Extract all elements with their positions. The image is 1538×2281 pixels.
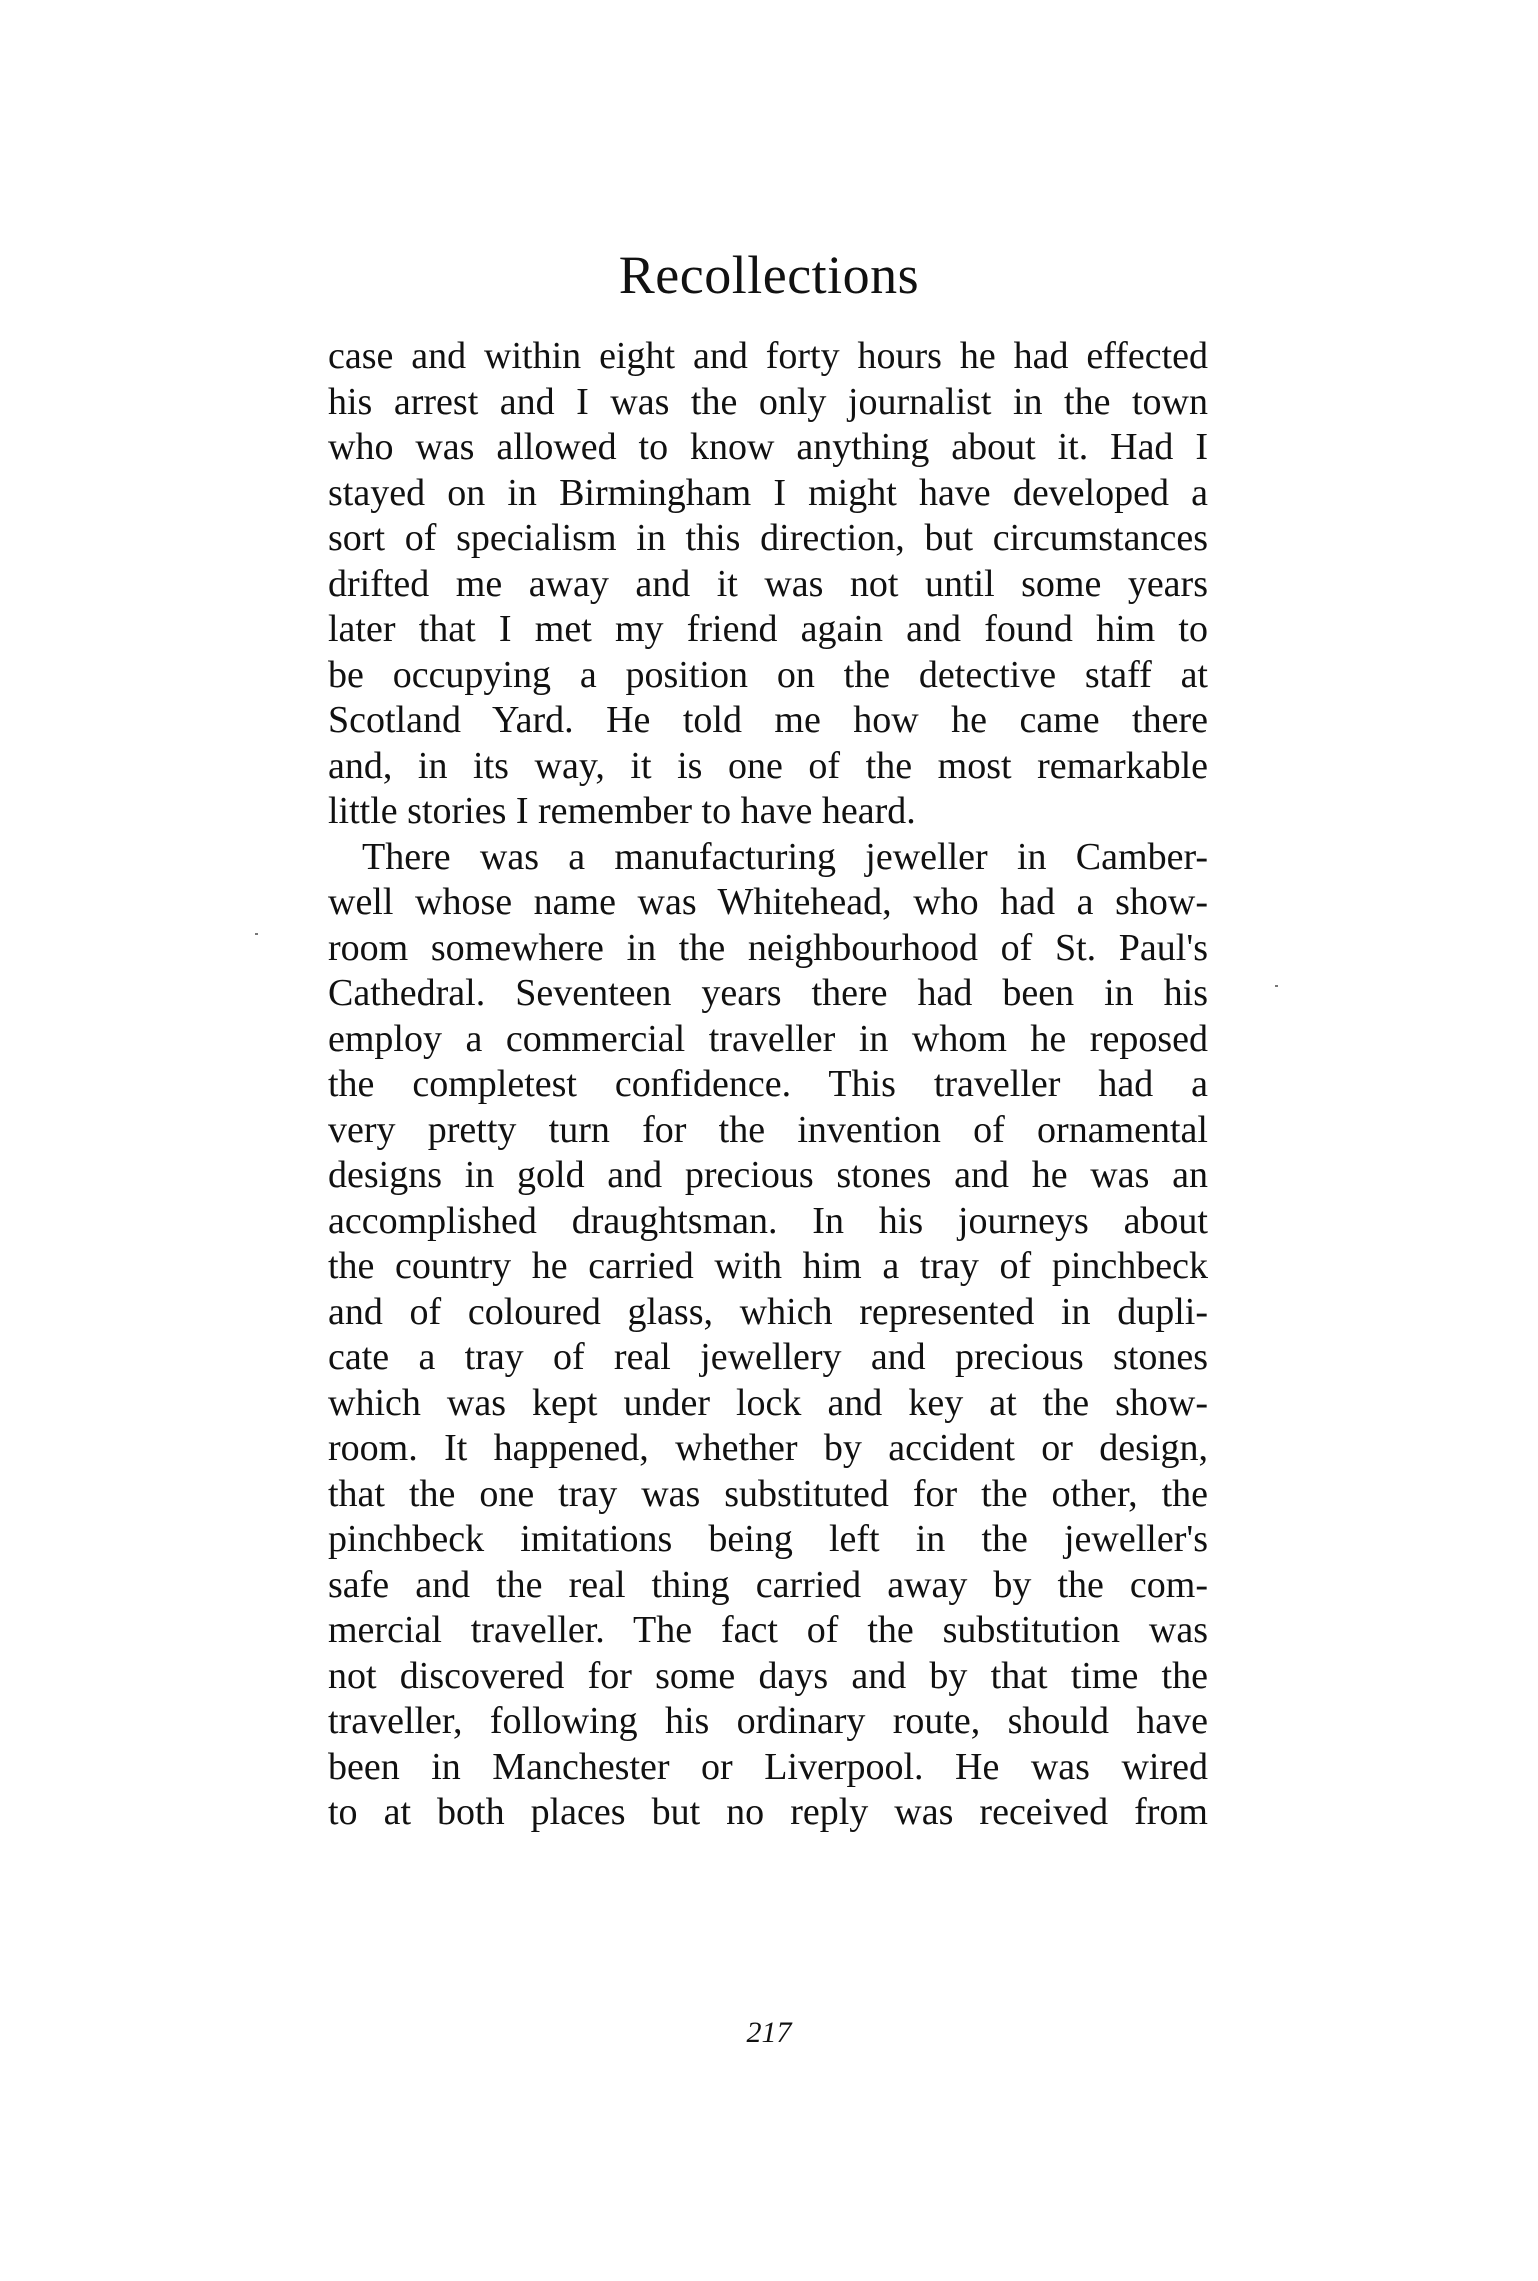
text-line: the country he carried with him a tray of pinchbeck	[328, 1245, 1208, 1287]
text-line: safe and the real thing carried away by the com-	[328, 1563, 1208, 1606]
margin-speck	[255, 933, 258, 935]
text-line: that the one tray was substituted for the other, the	[328, 1472, 1208, 1515]
text-line: case and within eight and forty hours he had effected	[328, 335, 1208, 377]
text-line: employ a commercial traveller in whom he reposed	[328, 1017, 1208, 1060]
body-text	[328, 334, 1208, 1836]
text-line: There was a manufacturing jeweller in Camber-	[362, 835, 1208, 878]
text-line: room somewhere in the neighbourhood of St. Paul's	[328, 926, 1208, 969]
text-line: drifted me away and it was not until some years	[328, 562, 1208, 605]
text-line: sort of specialism in this direction, but circumstances	[328, 517, 1208, 559]
running-head: Recollections	[618, 245, 920, 305]
text-line: and of coloured glass, which represented in dupli-	[328, 1290, 1208, 1333]
text-line: been in Manchester or Liverpool. He was wired	[328, 1745, 1208, 1788]
text-line: and, in its way, it is one of the most remarkable	[328, 744, 1208, 787]
text-line: room. It happened, whether by accident or design,	[328, 1427, 1208, 1469]
text-line: well whose name was Whitehead, who had a show-	[328, 881, 1208, 923]
text-line: traveller, following his ordinary route, should have	[328, 1700, 1208, 1742]
text-line: stayed on in Birmingham I might have developed a	[328, 471, 1208, 514]
text-line: very pretty turn for the invention of ornamental	[328, 1108, 1208, 1151]
text-line: later that I met my friend again and found him to	[328, 608, 1208, 650]
page-number: 217	[746, 2016, 792, 2049]
text-line: pinchbeck imitations being left in the jeweller's	[328, 1518, 1208, 1560]
text-line: his arrest and I was the only journalist in the town	[328, 380, 1208, 423]
text-line: which was kept under lock and key at the show-	[328, 1381, 1208, 1424]
text-line: cate a tray of real jewellery and precious stones	[328, 1336, 1208, 1378]
text-line: Scotland Yard. He told me how he came there	[328, 699, 1208, 741]
margin-speck	[1275, 985, 1278, 987]
text-line: who was allowed to know anything about it. Had I	[328, 426, 1208, 468]
text-line: designs in gold and precious stones and he was an	[328, 1154, 1208, 1196]
text-line: be occupying a position on the detective staff at	[328, 653, 1208, 696]
text-line: not discovered for some days and by that time the	[328, 1654, 1208, 1697]
text-line: mercial traveller. The fact of the substitution was	[328, 1609, 1208, 1651]
text-line: little stories I remember to have heard.	[328, 790, 916, 832]
text-line: the completest confidence. This traveller had a	[328, 1063, 1208, 1105]
text-line: Cathedral. Seventeen years there had been in his	[328, 972, 1208, 1014]
text-line: accomplished draughtsman. In his journeys about	[328, 1199, 1208, 1242]
text-line: to at both places but no reply was received from	[328, 1791, 1208, 1833]
